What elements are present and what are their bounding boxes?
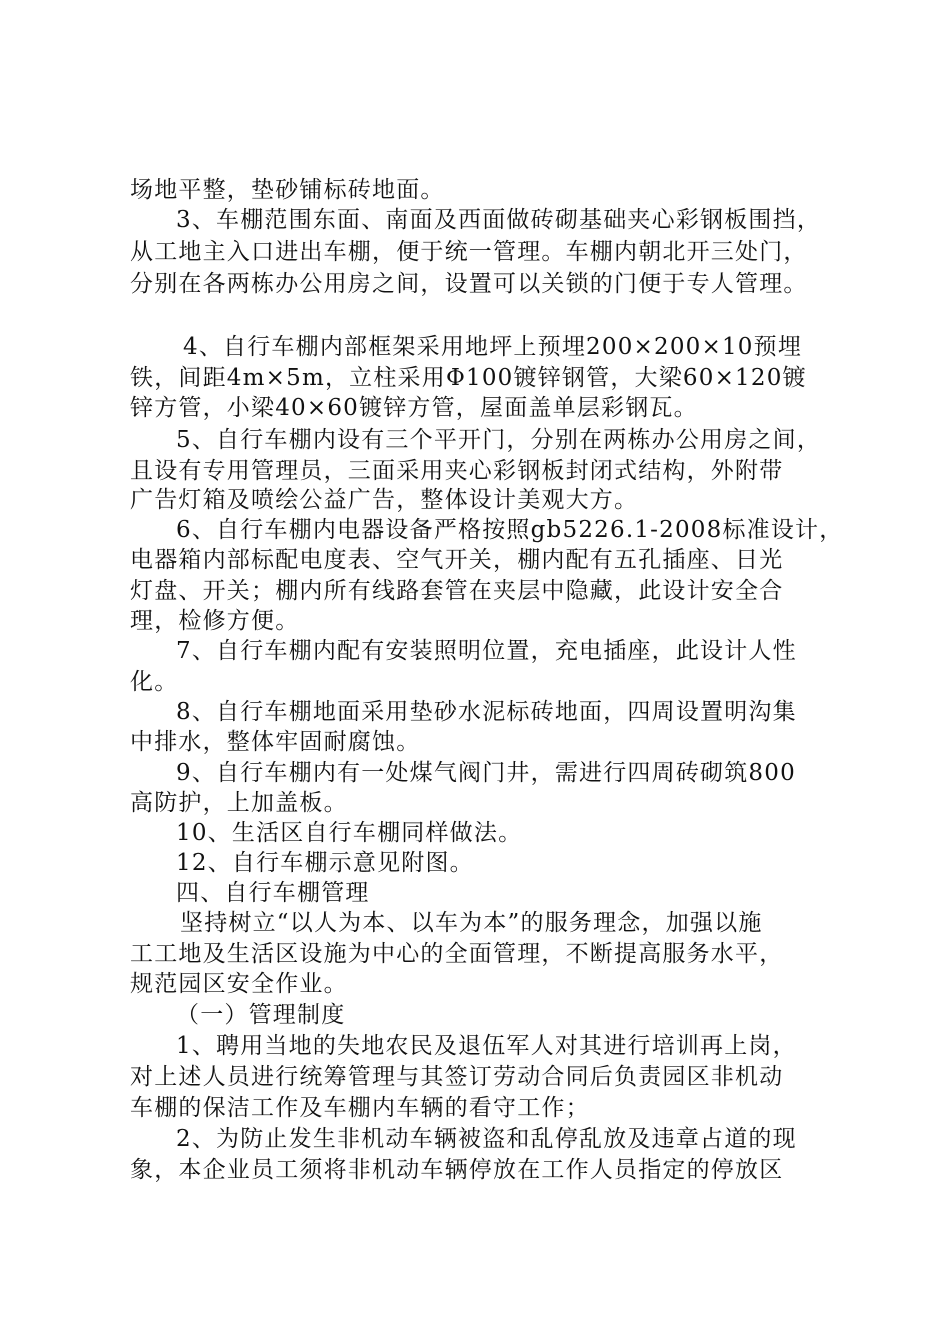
subsection-heading: （一）管理制度 bbox=[176, 1002, 346, 1028]
text-line: 2、为防止发生非机动车辆被盗和乱停乱放及违章占道的现 bbox=[176, 1126, 797, 1152]
text-line: 车棚的保洁工作及车棚内车辆的看守工作； bbox=[130, 1095, 590, 1121]
text-line: 铁，间距4m×5m，立柱采用Φ100镀锌钢管，大梁60×120镀 bbox=[130, 365, 807, 391]
text-line: 9、自行车棚内有一处煤气阀门井，需进行四周砖砌筑800 bbox=[176, 760, 796, 786]
text-line: 高防护，上加盖板。 bbox=[130, 790, 348, 816]
text-line: 锌方管，小梁40×60镀锌方管，屋面盖单层彩钢瓦。 bbox=[130, 395, 698, 421]
text-line: 中排水，整体牢固耐腐蚀。 bbox=[130, 729, 421, 755]
text-line: 坚持树立“以人为本、以车为本”的服务理念，加强以施 bbox=[180, 910, 763, 936]
text-line: 从工地主入口进出车棚，便于统一管理。车棚内朝北开三处门， bbox=[130, 239, 808, 265]
text-line: 8、自行车棚地面采用垫砂水泥标砖地面，四周设置明沟集 bbox=[176, 699, 797, 725]
text-line: 且设有专用管理员，三面采用夹心彩钢板封闭式结构，外附带 bbox=[130, 458, 784, 484]
text-line: 12、自行车棚示意见附图。 bbox=[176, 850, 474, 876]
text-line: 6、自行车棚内电器设备严格按照gb5226.1-2008标准设计， bbox=[176, 517, 844, 543]
text-line: 象，本企业员工须将非机动车辆停放在工作人员指定的停放区 bbox=[130, 1157, 784, 1183]
text-line: 4、自行车棚内部框架采用地坪上预埋200×200×10预埋 bbox=[183, 334, 803, 360]
text-line: 5、自行车棚内设有三个平开门，分别在两栋办公用房之间， bbox=[176, 427, 822, 453]
text-line: 10、生活区自行车棚同样做法。 bbox=[176, 820, 523, 846]
text-line: 化。 bbox=[130, 669, 179, 695]
section-heading: 四、自行车棚管理 bbox=[176, 880, 370, 906]
text-line: 电器箱内部标配电度表、空气开关，棚内配有五孔插座、日光 bbox=[130, 547, 784, 573]
text-line: 规范园区安全作业。 bbox=[130, 971, 348, 997]
text-line: 3、车棚范围东面、南面及西面做砖砌基础夹心彩钢板围挡， bbox=[176, 207, 822, 233]
text-line: 理，检修方便。 bbox=[130, 608, 300, 634]
text-line: 1、聘用当地的失地农民及退伍军人对其进行培训再上岗， bbox=[176, 1033, 797, 1059]
text-line: 广告灯箱及喷绘公益广告，整体设计美观大方。 bbox=[130, 487, 639, 513]
text-line: 分别在各两栋办公用房之间，设置可以关锁的门便于专人管理。 bbox=[130, 271, 808, 297]
text-line: 场地平整，垫砂铺标砖地面。 bbox=[130, 177, 445, 203]
text-line: 灯盘、开关；棚内所有线路套管在夹层中隐藏，此设计安全合 bbox=[130, 578, 784, 604]
text-line: 7、自行车棚内配有安装照明位置，充电插座，此设计人性 bbox=[176, 638, 797, 664]
text-line: 工工地及生活区设施为中心的全面管理，不断提高服务水平， bbox=[130, 941, 784, 967]
text-line: 对上述人员进行统筹管理与其签订劳动合同后负责园区非机动 bbox=[130, 1064, 784, 1090]
